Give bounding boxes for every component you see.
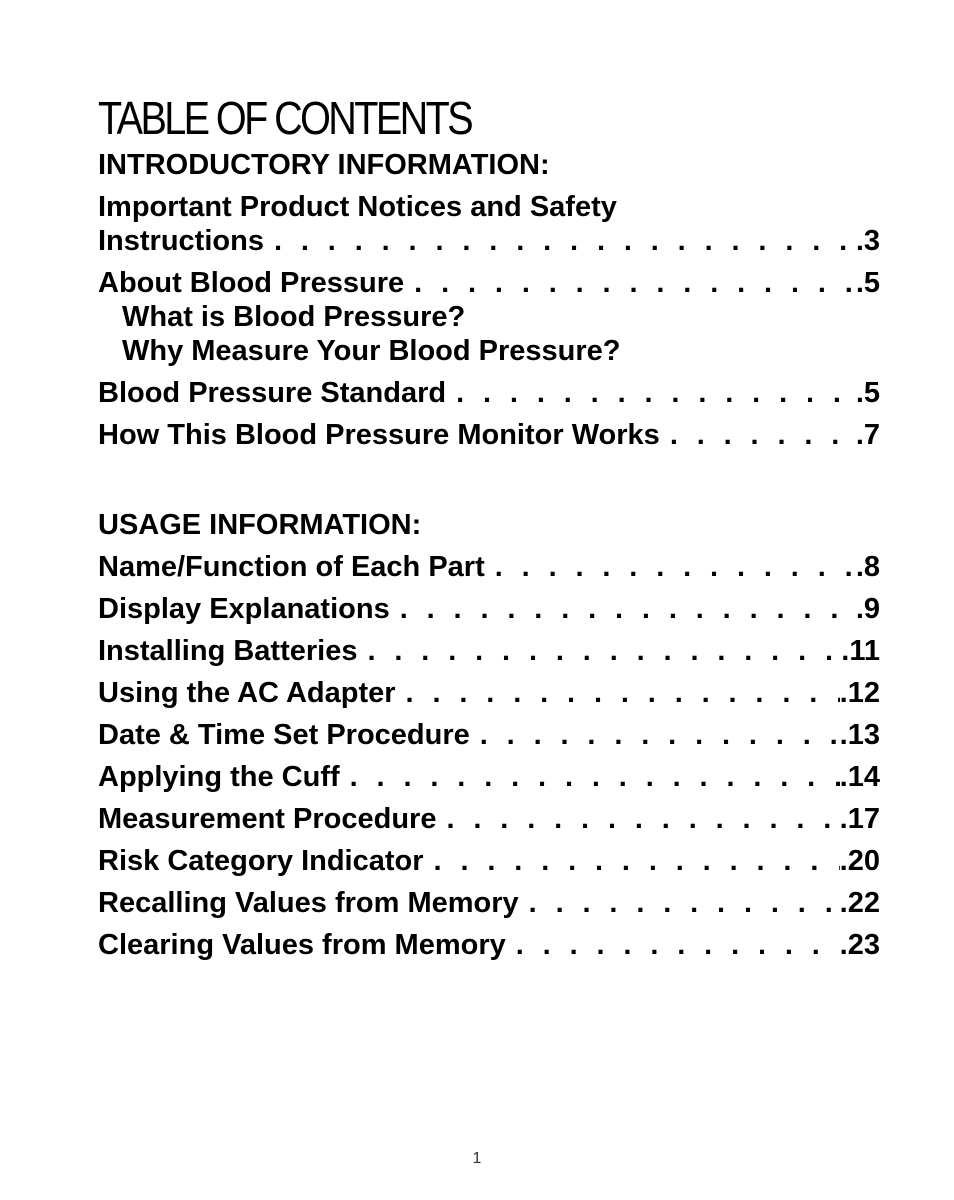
dot-leader (350, 760, 840, 794)
dot-leader (670, 418, 856, 452)
toc-entry-page: .5 (855, 267, 880, 299)
toc-entry-page: .11 (841, 635, 880, 667)
toc-entry-label: Instructions (98, 225, 264, 257)
toc-entry-label: Installing Batteries (98, 635, 358, 667)
toc-entry-date-time[interactable] (98, 718, 880, 752)
dot-leader (274, 224, 856, 258)
dot-leader (400, 592, 856, 626)
toc-entry-label: Name/Function of Each Part (98, 551, 485, 583)
toc-entry-page: .22 (839, 887, 880, 919)
dot-leader (456, 376, 856, 410)
toc-entry-installing-batteries[interactable] (98, 634, 880, 668)
toc-entry-recalling-memory[interactable] (98, 886, 880, 920)
section-heading-usage: USAGE INFORMATION: (98, 509, 422, 541)
toc-subentry-why-measure[interactable]: Why Measure Your Blood Pressure? (122, 335, 621, 367)
toc-entry-label: Measurement Procedure (98, 803, 437, 835)
toc-entry-page: .14 (839, 761, 880, 793)
toc-entry-page: .13 (839, 719, 880, 751)
toc-entry-measurement-procedure[interactable] (98, 802, 880, 836)
toc-entry-bp-standard[interactable] (98, 376, 880, 410)
toc-entry-how-monitor-works[interactable] (98, 418, 880, 452)
toc-entry-applying-cuff[interactable] (98, 760, 880, 794)
toc-entry-page: .20 (839, 845, 880, 877)
toc-entry-page: .12 (839, 677, 880, 709)
toc-entry-page: .3 (855, 225, 880, 257)
toc-entry-page: .9 (855, 593, 880, 625)
toc-entry-label: Applying the Cuff (98, 761, 340, 793)
toc-entry-about-blood-pressure[interactable] (98, 266, 880, 368)
page-title: TABLE OF CONTENTS (98, 92, 472, 144)
dot-leader (434, 844, 840, 878)
toc-page (98, 90, 880, 962)
toc-entry-ac-adapter[interactable] (98, 676, 880, 710)
toc-entry-risk-category[interactable] (98, 844, 880, 878)
toc-entry-page: .17 (839, 803, 880, 835)
toc-entry-label-line1: Important Product Notices and Safety (98, 191, 617, 223)
dot-leader (495, 550, 856, 584)
dot-leader (480, 718, 840, 752)
section-heading-introductory: INTRODUCTORY INFORMATION: (98, 149, 550, 181)
toc-entry-page: .23 (839, 929, 880, 961)
toc-entry-label: Recalling Values from Memory (98, 887, 519, 919)
toc-entry-page: .7 (855, 419, 880, 451)
toc-entry-label: Date & Time Set Procedure (98, 719, 470, 751)
toc-entry-label: Clearing Values from Memory (98, 929, 506, 961)
toc-entry-label: Using the AC Adapter (98, 677, 396, 709)
toc-entry-page: .5 (855, 377, 880, 409)
toc-entry-display-explanations[interactable] (98, 592, 880, 626)
toc-entry-name-function[interactable] (98, 550, 880, 584)
dot-leader (516, 928, 840, 962)
toc-entry-label: How This Blood Pressure Monitor Works (98, 419, 660, 451)
dot-leader (414, 266, 856, 300)
dot-leader (406, 676, 840, 710)
toc-entry-clearing-memory[interactable] (98, 928, 880, 962)
toc-entry-label: Risk Category Indicator (98, 845, 424, 877)
toc-subentry-what-is-bp[interactable]: What is Blood Pressure? (122, 301, 466, 333)
dot-leader (529, 886, 840, 920)
toc-entry-product-notices[interactable] (98, 190, 880, 258)
dot-leader (367, 634, 841, 668)
toc-entry-label: Blood Pressure Standard (98, 377, 447, 409)
dot-leader (446, 802, 839, 836)
toc-entry-page: .8 (855, 551, 880, 583)
toc-entry-label: Display Explanations (98, 593, 390, 625)
toc-entry-label: About Blood Pressure (98, 267, 405, 299)
page-number: 1 (472, 1150, 482, 1167)
